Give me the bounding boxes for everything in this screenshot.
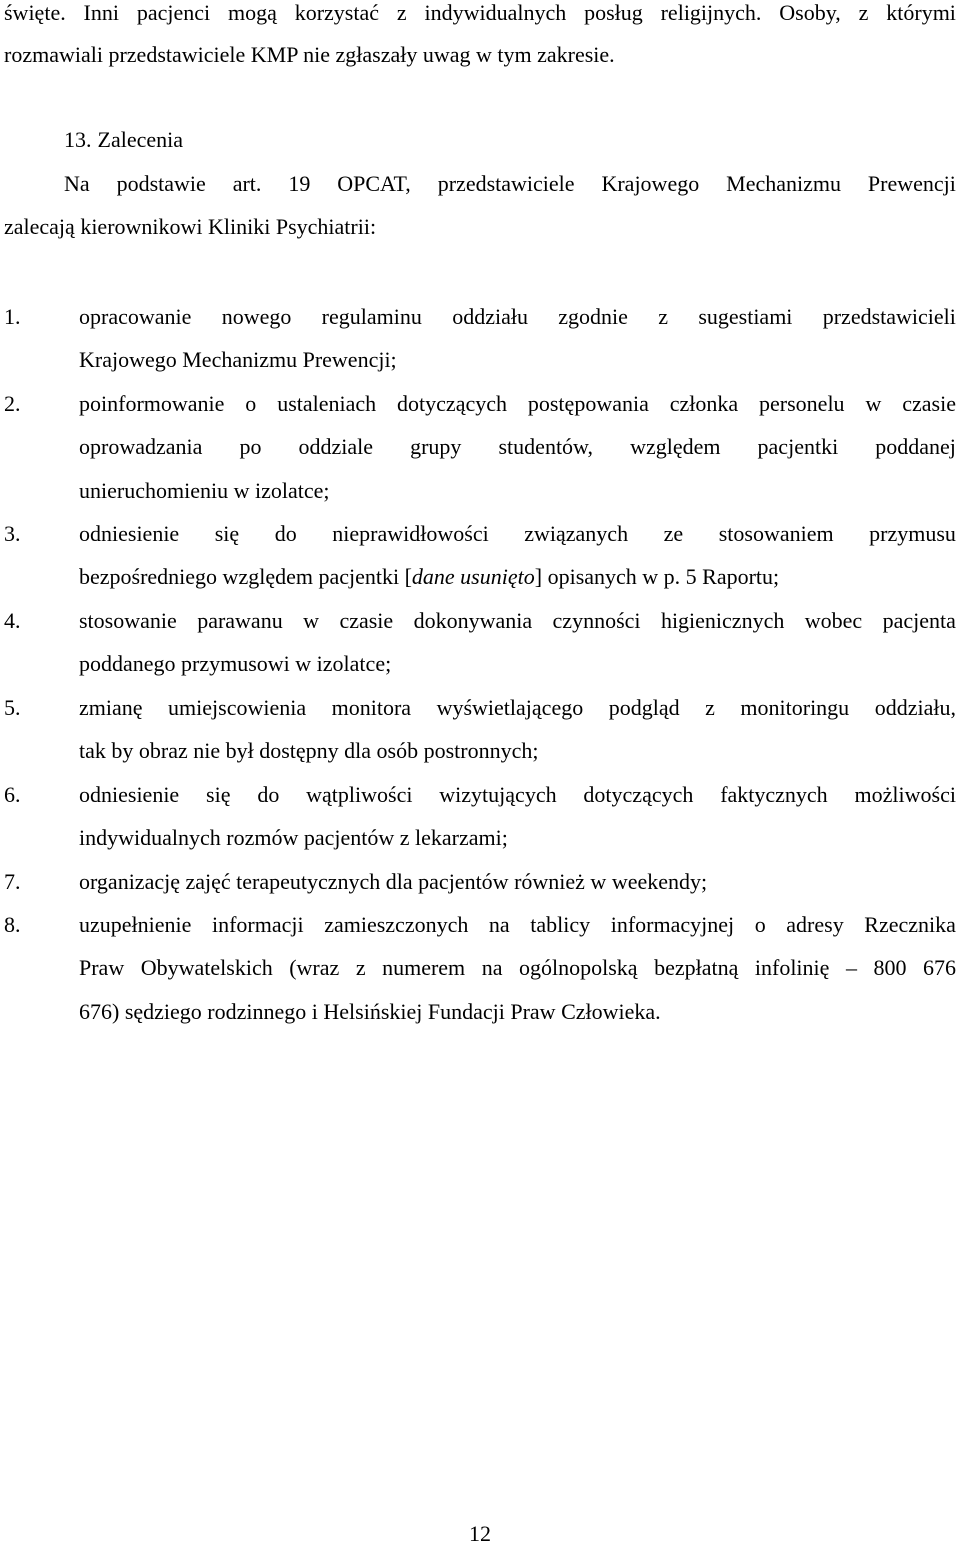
word: korzystać [294, 0, 380, 25]
recommendation-line [79, 953, 956, 983]
word: z [658, 304, 668, 329]
section-title: Zalecenia [97, 127, 183, 152]
word: stosowaniem [718, 521, 834, 546]
word: faktycznych [720, 782, 828, 807]
word: art. [232, 171, 262, 196]
word: wobec [804, 608, 863, 633]
word: religijnych. [660, 0, 762, 25]
word: poinformowanie [79, 391, 225, 416]
word: opracowanie [79, 304, 192, 329]
word: dotyczących [397, 391, 507, 416]
word: czasie [902, 391, 956, 416]
word: poddanej [875, 434, 956, 459]
word: oddziale [298, 434, 374, 459]
recommendation-line: tak by obraz nie był dostępny dla osób postronnych; [79, 738, 539, 763]
word: – [845, 955, 857, 980]
section-lead-line-1 [64, 169, 956, 199]
word: tablicy [530, 912, 591, 937]
recommendation-line [79, 780, 956, 810]
recommendation-line [79, 432, 956, 462]
word: uzupełnienie [79, 912, 192, 937]
recommendation-number: 4. [4, 608, 21, 633]
word: odniesienie [79, 521, 180, 546]
word: na [481, 955, 503, 980]
word: przedstawicieli [822, 304, 956, 329]
word: stosowanie [79, 608, 177, 633]
word: informacyjnej [610, 912, 735, 937]
word: indywidualnych [424, 0, 567, 25]
word: pacjentki [757, 434, 839, 459]
section-number: 13. [64, 127, 92, 152]
word: grupy [410, 434, 462, 459]
recommendation-line [79, 389, 956, 419]
word: z [705, 695, 715, 720]
word: Na [64, 171, 90, 196]
word: Prewencji [867, 171, 956, 196]
recommendation-line: 676) sędziego rodzinnego i Helsińskiej Fundacji Praw Człowieka. [79, 999, 661, 1024]
word: wizytujących [439, 782, 557, 807]
word: do [274, 521, 297, 546]
word: Mechanizmu [726, 171, 841, 196]
word: numerem [382, 955, 466, 980]
word: wątpliwości [306, 782, 413, 807]
word: Obywatelskich [140, 955, 273, 980]
recommendation-line [79, 693, 956, 723]
word: (wraz [289, 955, 340, 980]
word: oprowadzania [79, 434, 203, 459]
word: do [257, 782, 280, 807]
recommendation-line: unieruchomieniu w izolatce; [79, 478, 330, 503]
word: względem [630, 434, 721, 459]
redacted-note: dane usunięto [411, 564, 535, 589]
recommendation-number: 3. [4, 521, 21, 546]
word: zamieszczonych [324, 912, 469, 937]
word: higienicznych [660, 608, 785, 633]
recommendation-line: poddanego przymusowi w izolatce; [79, 651, 392, 676]
recommendation-line [79, 606, 956, 636]
word: pacjenci [136, 0, 211, 25]
word: ustaleniach [277, 391, 377, 416]
word: mogą [227, 0, 277, 25]
word: związanych [524, 521, 629, 546]
word: w [303, 608, 320, 633]
word: umiejscowienia [168, 695, 307, 720]
section-lead-line-2: zalecają kierownikowi Kliniki Psychiatrii: [4, 214, 377, 239]
word: personelu [759, 391, 845, 416]
word: monitoringu [740, 695, 850, 720]
word: nowego [221, 304, 292, 329]
recommendation-line [79, 910, 956, 940]
word: ogólnopolską [518, 955, 638, 980]
word: informacji [211, 912, 304, 937]
word: posług [584, 0, 643, 25]
word: 676 [922, 955, 956, 980]
word: się [206, 782, 231, 807]
word: przedstawiciele [437, 171, 575, 196]
word: zmianę [79, 695, 143, 720]
word: o [754, 912, 766, 937]
word: 19 [288, 171, 311, 196]
word: Osoby, [779, 0, 841, 25]
recommendation-line [79, 519, 956, 549]
word: Inni [83, 0, 119, 25]
word: ze [663, 521, 684, 546]
word: na [488, 912, 510, 937]
word: czynności [552, 608, 641, 633]
intro-line-2: rozmawiali przedstawiciele KMP nie zgłaszały uwag w tym zakresie. [4, 42, 615, 67]
word: możliwości [854, 782, 956, 807]
word: infolinię [754, 955, 830, 980]
word: adresy [786, 912, 844, 937]
word: się [214, 521, 240, 546]
word: z [355, 955, 366, 980]
word: oddziału [452, 304, 528, 329]
word: monitora [331, 695, 412, 720]
recommendation-text-after: ] opisanych w p. 5 Raportu; [534, 564, 780, 589]
intro-line-1 [4, 0, 956, 28]
word: po [239, 434, 262, 459]
word: studentów, [498, 434, 594, 459]
word: z [396, 0, 407, 25]
word: czasie [339, 608, 394, 633]
word: Praw [79, 955, 125, 980]
recommendation-line: organizację zajęć terapeutycznych dla pacjentów również w weekendy; [79, 869, 708, 894]
word: OPCAT, [337, 171, 411, 196]
recommendation-text-before: bezpośredniego względem pacjentki [ [79, 564, 412, 589]
word: odniesienie [79, 782, 180, 807]
recommendation-line [79, 562, 779, 592]
word: postępowania [527, 391, 649, 416]
word: którymi [886, 0, 956, 25]
recommendation-number: 8. [4, 912, 21, 937]
word: członka [669, 391, 739, 416]
word: parawanu [197, 608, 283, 633]
word: dokonywania [413, 608, 533, 633]
word: pacjenta [882, 608, 956, 633]
word: zgodnie [558, 304, 628, 329]
word: 800 [873, 955, 907, 980]
word: przymusu [869, 521, 956, 546]
recommendation-number: 2. [4, 391, 21, 416]
word: podstawie [116, 171, 206, 196]
section-heading [64, 124, 183, 156]
word: Rzecznika [864, 912, 956, 937]
page-number: 12 [469, 1521, 491, 1546]
word: wyświetlającego [436, 695, 584, 720]
word: bezpłatną [654, 955, 739, 980]
recommendation-number: 6. [4, 782, 21, 807]
recommendation-number: 1. [4, 304, 21, 329]
word: święte. [4, 0, 66, 25]
recommendation-number: 7. [4, 869, 21, 894]
recommendation-line [79, 302, 956, 332]
word: sugestiami [698, 304, 793, 329]
word: dotyczących [583, 782, 694, 807]
word: regulaminu [321, 304, 422, 329]
word: w [865, 391, 882, 416]
word: podgląd [608, 695, 680, 720]
word: Krajowego [601, 171, 700, 196]
word: oddziału, [874, 695, 956, 720]
word: o [245, 391, 257, 416]
recommendation-number: 5. [4, 695, 21, 720]
recommendation-line: Krajowego Mechanizmu Prewencji; [79, 347, 397, 372]
recommendation-line: indywidualnych rozmów pacjentów z lekarzami; [79, 825, 508, 850]
word: z [858, 0, 869, 25]
word: nieprawidłowości [332, 521, 489, 546]
